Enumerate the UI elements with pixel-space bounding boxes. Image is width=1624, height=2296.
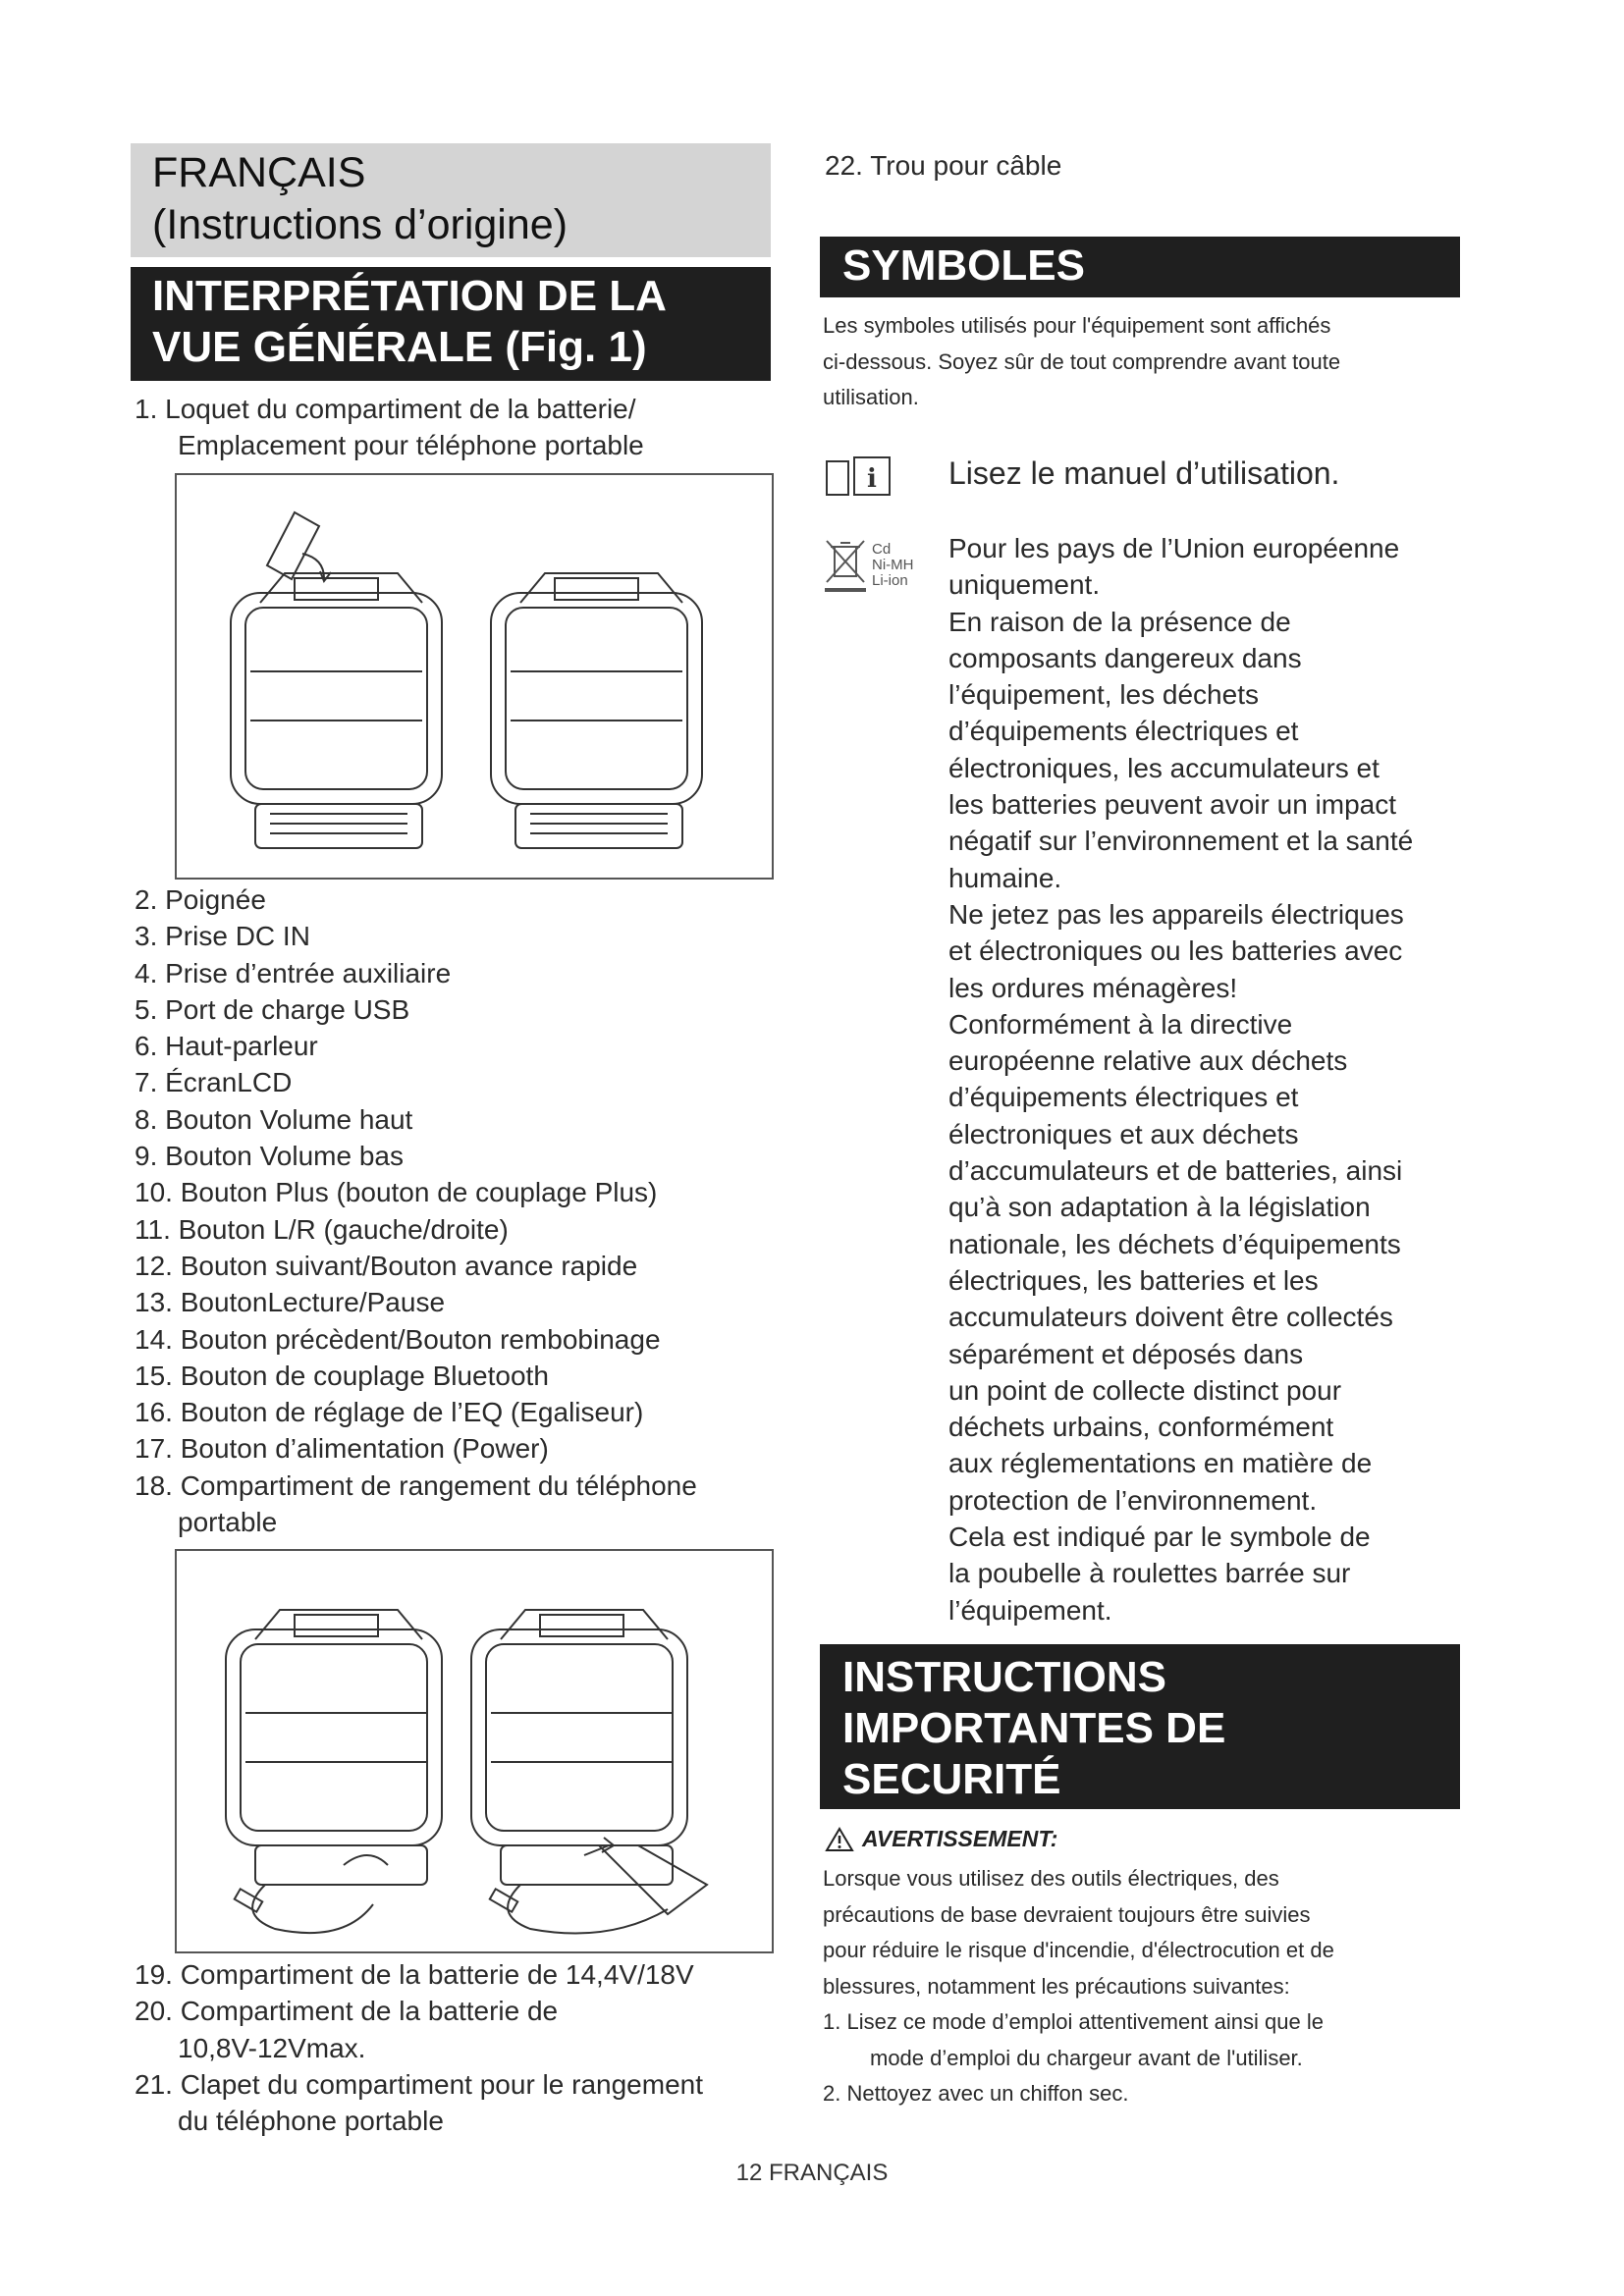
- text-line: l’équipement.: [948, 1594, 1112, 1626]
- list-item: 3. Prise DC IN: [135, 921, 310, 952]
- list-item: 7. ÉcranLCD: [135, 1067, 293, 1098]
- figure-1: [175, 473, 774, 880]
- safety-title-line: INSTRUCTIONS: [842, 1653, 1166, 1701]
- warning-label: AVERTISSEMENT:: [862, 1826, 1058, 1851]
- text-line: qu’à son adaptation à la législation: [948, 1192, 1371, 1223]
- text-line: négatif sur l’environnement et la santé: [948, 826, 1414, 857]
- list-item: 18. Compartiment de rangement du téléphone: [135, 1469, 697, 1501]
- safety-body: [823, 1861, 1334, 2112]
- text-line: Cela est indiqué par le symbole de: [948, 1522, 1371, 1553]
- list-item: 12. Bouton suivant/Bouton avance rapide: [135, 1250, 638, 1281]
- text-line: déchets urbains, conformément: [948, 1412, 1334, 1443]
- list-item: 6. Haut-parleur: [135, 1031, 318, 1062]
- list-item: 17. Bouton d’alimentation (Power): [135, 1433, 549, 1465]
- list-item: 19. Compartiment de la batterie de 14,4V/18V: [135, 1959, 694, 1990]
- list-item: 1. Loquet du compartiment de la batterie/: [135, 394, 636, 424]
- list-item: 8. Bouton Volume haut: [135, 1103, 413, 1135]
- read-manual-text: Lisez le manuel d’utilisation.: [948, 455, 1340, 491]
- list-item: 20. Compartiment de la batterie de: [135, 1996, 559, 2027]
- text-line: électroniques et aux déchets: [948, 1118, 1299, 1149]
- page-footer: 12 FRANÇAIS: [735, 2160, 889, 2186]
- language-title: FRANÇAIS: [152, 149, 366, 196]
- speaker-illustration-2: [177, 1551, 772, 1951]
- text-line: les batteries peuvent avoir un impact: [948, 789, 1397, 821]
- overview-items-2-18: [135, 881, 697, 1540]
- symbols-intro: [823, 308, 1340, 416]
- overview-title-line: VUE GÉNÉRALE (Fig. 1): [152, 323, 647, 371]
- weee-label-liion: Li-ion: [872, 572, 908, 589]
- text-line: Les symboles utilisés pour l'équipement sont affichés: [823, 313, 1331, 338]
- list-item: 2. Poignée: [135, 884, 266, 915]
- warning-row: [825, 1826, 1057, 1852]
- list-item: 13. BoutonLecture/Pause: [135, 1287, 446, 1318]
- list-item: 16. Bouton de réglage de l’EQ (Egaliseur): [135, 1397, 644, 1428]
- text-line: En raison de la présence de: [948, 606, 1291, 637]
- weee-label-cd: Cd: [872, 541, 892, 558]
- list-item-cont: Emplacement pour téléphone portable: [178, 430, 644, 461]
- text-line: Pour les pays de l’Union européenne: [948, 533, 1400, 563]
- list-item: 10. Bouton Plus (bouton de couplage Plus): [135, 1177, 658, 1208]
- text-line: uniquement.: [948, 569, 1101, 601]
- text-line: l’équipement, les déchets: [948, 679, 1259, 711]
- overview-items-19-21: [135, 1956, 703, 2139]
- weee-label-nimh: Ni-MH: [872, 557, 914, 573]
- safety-title-line: SECURITÉ: [842, 1755, 1061, 1803]
- text-line: ci-dessous. Soyez sûr de tout comprendre avant toute: [823, 348, 1341, 374]
- text-line: d’équipements électriques et: [948, 1082, 1299, 1113]
- list-item-cont: du téléphone portable: [178, 2106, 444, 2137]
- text-line: électriques, les batteries et les: [948, 1264, 1319, 1296]
- text-line: les ordures ménagères!: [948, 972, 1238, 1003]
- text-line: humaine.: [948, 862, 1062, 893]
- safety-rule: 2. Nettoyez avec un chiffon sec.: [823, 2081, 1129, 2106]
- text-line: d’accumulateurs et de batteries, ainsi: [948, 1155, 1403, 1187]
- safety-rule: 1. Lisez ce mode d’emploi attentivement ainsi que le: [823, 2009, 1324, 2034]
- list-item: 15. Bouton de couplage Bluetooth: [135, 1360, 549, 1391]
- warning-triangle-icon: [825, 1827, 854, 1852]
- list-item: 11. Bouton L/R (gauche/droite): [135, 1213, 509, 1245]
- text-line: Ne jetez pas les appareils électriques: [948, 898, 1404, 930]
- text-line: européenne relative aux déchets: [948, 1045, 1348, 1077]
- list-item: 5. Port de charge USB: [135, 993, 410, 1025]
- text-line: précautions de base devraient toujours être suivies: [823, 1901, 1311, 1927]
- weee-bin-icon: [823, 535, 931, 596]
- safety-title: [842, 1652, 1225, 1805]
- list-item: 14. Bouton précèdent/Bouton rembobinage: [135, 1323, 661, 1355]
- speaker-illustration-1: [177, 475, 772, 878]
- overview-item-22: [825, 147, 1061, 184]
- list-item: 4. Prise d’entrée auxiliaire: [135, 957, 452, 988]
- text-line: composants dangereux dans: [948, 642, 1302, 673]
- list-item-cont: portable: [178, 1507, 278, 1538]
- language-subtitle: (Instructions d’origine): [152, 201, 568, 248]
- svg-text:i: i: [867, 464, 877, 494]
- text-line: protection de l’environnement.: [948, 1484, 1318, 1516]
- symbols-title: SYMBOLES: [842, 241, 1085, 290]
- text-line: d’équipements électriques et: [948, 716, 1299, 747]
- overview-item-1: [135, 391, 644, 464]
- overview-title: [152, 271, 667, 373]
- list-item: 21. Clapet du compartiment pour le rangement: [135, 2068, 703, 2100]
- text-line: un point de collecte distinct pour: [948, 1374, 1342, 1406]
- text-line: accumulateurs doivent être collectés: [948, 1302, 1393, 1333]
- text-line: blessures, notamment les précautions suivantes:: [823, 1973, 1290, 1999]
- text-line: nationale, les déchets d’équipements: [948, 1228, 1401, 1259]
- text-line: Lorsque vous utilisez des outils électriques, des: [823, 1866, 1279, 1891]
- text-line: la poubelle à roulettes barrée sur: [948, 1558, 1351, 1589]
- figure-2: [175, 1549, 774, 1953]
- language-header: [152, 147, 568, 251]
- list-item: 22. Trou pour câble: [825, 150, 1062, 181]
- text-line: séparément et déposés dans: [948, 1338, 1304, 1369]
- safety-rule-cont: mode d’emploi du chargeur avant de l'utiliser.: [870, 2045, 1303, 2070]
- list-item: 9. Bouton Volume bas: [135, 1141, 404, 1172]
- text-line: électroniques, les accumulateurs et: [948, 752, 1380, 783]
- text-line: aux réglementations en matière de: [948, 1448, 1373, 1479]
- overview-title-line: INTERPRÉTATION DE LA: [152, 272, 667, 320]
- text-line: et électroniques ou les batteries avec: [948, 935, 1403, 967]
- read-manual-icon: [825, 455, 892, 497]
- list-item-cont: 10,8V-12Vmax.: [178, 2032, 366, 2063]
- text-line: utilisation.: [823, 385, 919, 409]
- weee-paragraph: [948, 530, 1413, 1629]
- safety-title-line: IMPORTANTES DE: [842, 1704, 1226, 1752]
- text-line: Conformément à la directive: [948, 1008, 1293, 1040]
- text-line: pour réduire le risque d'incendie, d'électrocution et de: [823, 1938, 1334, 1962]
